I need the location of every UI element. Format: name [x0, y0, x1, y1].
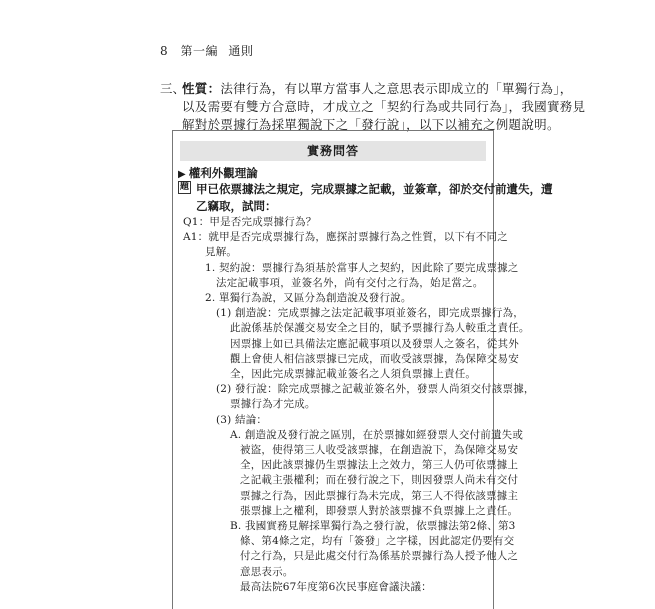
answer-line: 條、第4條之定，均有「簽發」之字樣，因此認定仍要有交	[240, 535, 515, 548]
answer-line: 觀上會使人相信該票據已完成，而收受該票據，為保障交易安	[230, 352, 519, 365]
answer-line: 2. 單獨行為說，又區分為創造說及發行說。	[205, 292, 412, 304]
answer-line: 付之行為，只是此處交付行為係基於票據行為人授予他人之	[240, 550, 519, 563]
section-line-2: 以及需要有雙方合意時，才成立之「契約行為或共同行為」，我國實務見	[182, 99, 586, 114]
section-number: 三、	[160, 81, 186, 96]
section-term: 性質：	[182, 81, 221, 96]
answer-line: (1) 創造說：完成票據之法定記載事項並簽名，即完成票據行為，	[216, 307, 524, 320]
part-label: 第一編	[180, 44, 218, 58]
section-line-3: 解對於票據行為採單獨說下之「發行說」，以下以補充之例題說明。	[182, 117, 560, 132]
triangle-bullet-icon: ▶	[178, 169, 186, 180]
answer-line: 法定記載事項，並簽名外，尚有交付之行為，始足當之。	[216, 276, 484, 289]
topic-label: 權利外觀理論	[188, 166, 258, 180]
page-number: 8	[160, 44, 169, 58]
answer-line: 全，因此該票據仍生票據法上之效力，第三人仍可依票據上	[240, 459, 519, 472]
answer-line: 全，因此完成票據記載並簽名之人須負票據上責任。	[230, 368, 477, 380]
answer-line: 因票據上如已具備法定應記載事項以及發票人之簽名，從其外	[230, 337, 519, 350]
answer-line: 票據之行為，因此票據行為未完成，第三人不得依該票據主	[240, 489, 519, 502]
answer-line: 張票據上之權利，即發票人對於該票據不負票據上之責任。	[240, 504, 519, 517]
section-line-1	[182, 79, 573, 97]
answer-line: A. 創造說及發行說之區別，在於票據如經發票人交付前遺失或	[230, 428, 524, 441]
answer-line: 此說係基於保護交易安全之目的，賦予票據行為人較重之責任。	[230, 322, 530, 335]
answer-line: 1. 契約說：票據行為須基於當事人之契約，因此除了要完成票據之	[205, 261, 519, 274]
question-line-2: 乙竊取，試問：	[196, 199, 277, 213]
box-title: 實務問答	[180, 141, 486, 161]
question-line-1: 甲已依票據法之規定，完成票據之記載，並簽章，卻於交付前遺失，遭	[196, 182, 553, 196]
answer-line: (2) 發行說：除完成票據之記載並簽名外，發票人尚須交付該票據，	[216, 383, 535, 396]
answer-line: 被盜，使得第三人收受該票據，在創造說下，為保障交易安	[240, 444, 519, 456]
answer-line: 意思表示。	[240, 565, 294, 578]
answer-line: B. 我國實務見解採單獨行為之發行說，依票據法第2條、第3	[230, 520, 516, 532]
topic-heading	[178, 165, 258, 181]
answer-line: (3) 結論：	[216, 413, 268, 426]
answer-line: 票據行為才完成。	[230, 398, 316, 411]
answer-line: 最高法院67年度第6次民事庭會議決議：	[240, 580, 432, 593]
answer-line: 之記載主張權利；而在發行說之下，則因發票人尚未有交付	[240, 474, 519, 487]
question-icon: 題	[179, 182, 189, 192]
answer-line: Q1：甲是否完成票據行為？	[183, 216, 317, 228]
chapter-label: 通則	[228, 44, 254, 58]
answer-line: A1：就甲是否完成票據行為，應探討票據行為之性質，以下有不同之	[183, 231, 508, 244]
running-header	[160, 42, 253, 59]
answer-line: 見解。	[205, 246, 238, 259]
section-text-1: 法律行為，有以單方當事人之意思表示即成立的「單獨行為」，	[220, 81, 573, 96]
